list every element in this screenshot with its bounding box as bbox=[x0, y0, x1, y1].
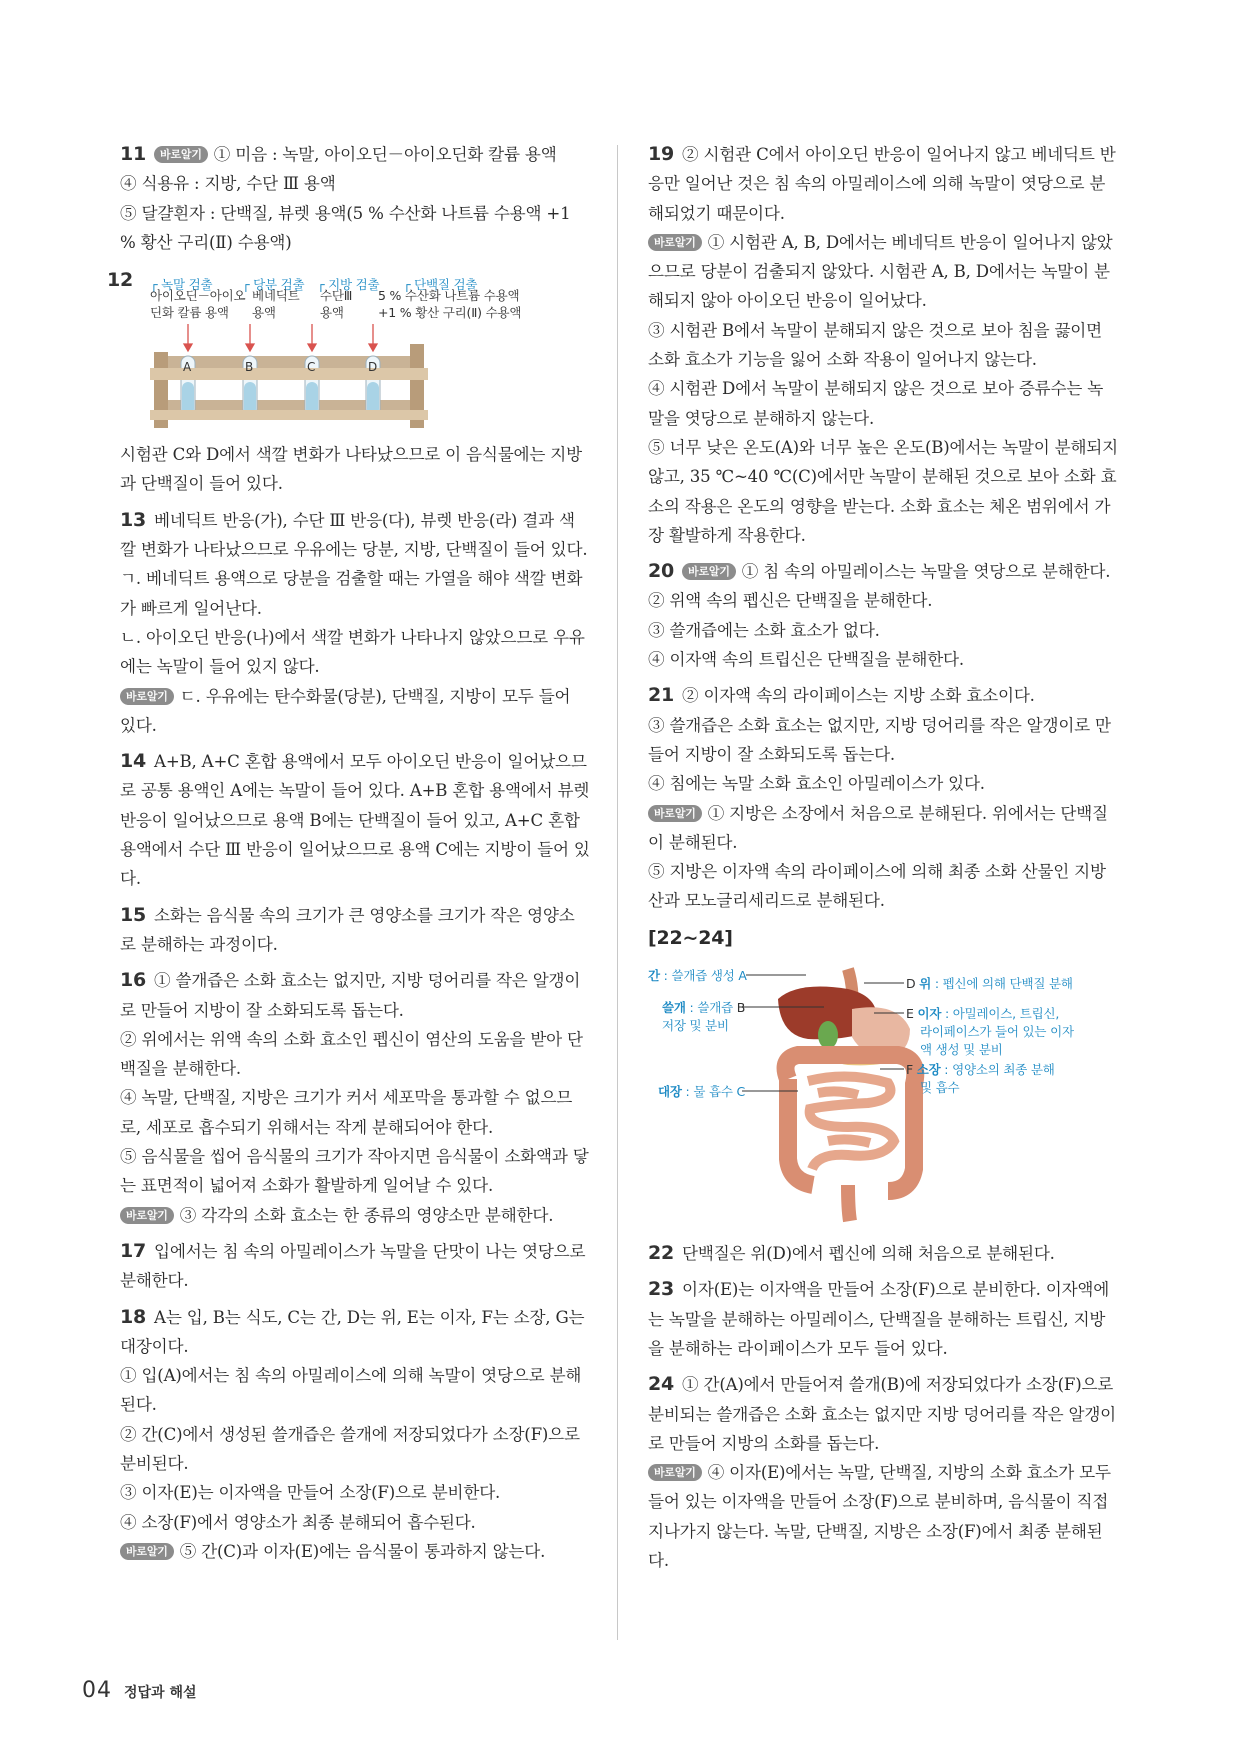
question-number: 22 bbox=[648, 1242, 675, 1265]
question-number: 18 bbox=[120, 1305, 147, 1328]
answer-text: ⑤ 음식물을 씹어 음식물의 크기가 작아지면 음식물이 소화액과 닿는 표면적이 넓어져 소화가 활발하게 일어날 수 있다. bbox=[120, 1147, 589, 1196]
label-stomach: D 위 : 펩신에 의해 단백질 분해 bbox=[906, 976, 1073, 992]
answer-text: ① 미음 : 녹말, 아이오딘－아이오딘화 칼륨 용액 bbox=[213, 145, 557, 164]
question-number: 16 bbox=[120, 969, 147, 992]
section-title: [22~24] bbox=[648, 926, 733, 949]
left-column bbox=[107, 140, 590, 1573]
answer-text: ② 위에서는 위액 속의 소화 효소인 펩신이 염산의 도움을 받아 단백질을 분해한다. bbox=[120, 1029, 583, 1079]
answer-text: ② 이자액 속의 라이페이스는 지방 소화 효소이다. bbox=[682, 686, 1035, 706]
answer-text: 시험관 C와 D에서 색깔 변화가 나타났으므로 이 음식물에는 지방과 단백질이 들어 있다. bbox=[120, 445, 582, 494]
test-tube-figure bbox=[107, 264, 590, 434]
question-number: 23 bbox=[648, 1278, 675, 1301]
answer-11 bbox=[120, 140, 590, 257]
answer-13 bbox=[120, 506, 590, 740]
right-column bbox=[648, 140, 1118, 1582]
answer-21 bbox=[648, 681, 1118, 915]
label-gallbladder-2: 저장 및 분비 bbox=[662, 1018, 729, 1034]
answer-text: ④ 소장(F)에서 영양소가 최종 분해되어 흡수된다. bbox=[120, 1512, 476, 1532]
question-number: 20 bbox=[648, 560, 675, 583]
footer-title: 정답과 해설 bbox=[124, 1685, 197, 1701]
answer-text: ③ 시험관 B에서 녹말이 분해되지 않은 것으로 보아 침을 끓이면 소화 효소가 기능을 잃어 소화 작용이 일어나지 않는다. bbox=[648, 320, 1102, 370]
reagent-label: 베네딕트 bbox=[252, 288, 300, 304]
correction-badge: 바로알기 bbox=[648, 234, 702, 251]
question-number: 11 bbox=[120, 143, 147, 165]
reagent-label: 용액 bbox=[252, 305, 276, 321]
answer-16 bbox=[120, 966, 590, 1230]
answer-text: 입에서는 침 속의 아밀레이스가 녹말을 단맛이 나는 엿당으로 분해한다. bbox=[120, 1241, 586, 1291]
answer-text: 이자(E)는 이자액을 만들어 소장(F)으로 분비한다. 이자액에는 녹말을 분해하는 아밀레이스, 단백질을 분해하는 트립신, 지방을 분해하는 라이페이스가 모두 들어 있다. bbox=[648, 1280, 1110, 1358]
label-gallbladder: 쓸개 : 쓸개즙 B bbox=[662, 1000, 746, 1016]
answer-text: ④ 녹말, 단백질, 지방은 크기가 커서 세포막을 통과할 수 없으므로, 세포로 흡수되기 위해서는 작게 분해되어야 한다. bbox=[120, 1088, 573, 1137]
answer-17 bbox=[120, 1237, 590, 1296]
answer-text: ② 시험관 C에서 아이오딘 반응이 일어나지 않고 베네딕트 반응만 일어난 것은 침 속의 아밀레이스에 의해 녹말이 엿당으로 분해되었기 때문이다. bbox=[648, 145, 1116, 223]
label-pancreas-3: 액 생성 및 분비 bbox=[920, 1042, 1003, 1058]
answer-text: ④ 시험관 D에서 녹말이 분해되지 않은 것으로 보아 증류수는 녹말을 엿당으로 분해하지 않는다. bbox=[648, 379, 1104, 428]
detection-label: ┌ 지방 검출 bbox=[317, 277, 380, 293]
answer-23 bbox=[648, 1275, 1118, 1363]
question-number: 19 bbox=[648, 143, 675, 165]
question-number: 12 bbox=[107, 269, 134, 292]
answer-text: ② 간(C)에서 생성된 쓸개즙은 쓸개에 저장되었다가 소장(F)으로 분비된다. bbox=[120, 1424, 580, 1473]
answer-text: 소화는 음식물 속의 크기가 큰 영양소를 크기가 작은 영양소로 분해하는 과정이다. bbox=[120, 905, 575, 954]
correction-badge: 바로알기 bbox=[120, 688, 174, 705]
answer-20 bbox=[648, 557, 1118, 674]
tube-label: A bbox=[183, 360, 192, 375]
answer-19 bbox=[648, 140, 1118, 550]
label-pancreas-2: 라이페이스가 들어 있는 이자 bbox=[920, 1024, 1074, 1040]
answer-text: ⑤ 달걀흰자 : 단백질, 뷰렛 용액(5 % 수산화 나트륨 수용액 +1 % 황산 구리(Ⅱ) 수용액) bbox=[120, 203, 571, 252]
answer-text: ⑤ 지방은 이자액 속의 라이페이스에 의해 최종 소화 산물인 지방산과 모노글리세리드로 분해된다. bbox=[648, 862, 1106, 911]
tube-label: C bbox=[307, 360, 316, 375]
answer-15 bbox=[120, 901, 590, 960]
reagent-label: 수단Ⅲ bbox=[320, 288, 353, 304]
answer-text: ④ 이자(E)에서는 녹말, 단백질, 지방의 소화 효소가 모두 들어 있는 이자액을 만들어 소장(F)으로 분비하며, 음식물이 직접 지나가지 않는다. 녹말, 단백질, 지방은 소장(F)에서 최종 분해된다. bbox=[648, 1463, 1111, 1570]
correction-badge: 바로알기 bbox=[154, 146, 208, 163]
answer-24 bbox=[648, 1370, 1118, 1575]
answer-22 bbox=[648, 1239, 1118, 1268]
reagent-label: 5 % 수산화 나트륨 수용액 bbox=[378, 288, 520, 304]
column-divider bbox=[617, 145, 618, 1640]
answer-14 bbox=[120, 747, 590, 893]
tube-label: B bbox=[245, 360, 254, 375]
correction-badge: 바로알기 bbox=[682, 563, 736, 580]
answer-text: ① 지방은 소장에서 처음으로 분해된다. 위에서는 단백질이 분해된다. bbox=[648, 803, 1108, 852]
question-number: 24 bbox=[648, 1373, 675, 1396]
answer-text: ㄷ. 우유에는 탄수화물(당분), 단백질, 지방이 모두 들어 있다. bbox=[120, 686, 571, 735]
answer-text: ④ 식용유 : 지방, 수단 Ⅲ 용액 bbox=[120, 174, 336, 194]
answer-text: ㄴ. 아이오딘 반응(나)에서 색깔 변화가 나타나지 않았으므로 우유에는 녹말이 들어 있지 않다. bbox=[120, 627, 585, 677]
reagent-label: 용액 bbox=[320, 305, 344, 321]
answer-text: 베네딕트 반응(가), 수단 Ⅲ 반응(다), 뷰렛 반응(라) 결과 색깔 변화가 나타났으므로 우유에는 당분, 지방, 단백질이 들어 있다. bbox=[120, 510, 588, 560]
digestive-system-figure bbox=[648, 959, 1128, 1229]
answer-text: 단백질은 위(D)에서 펩신에 의해 처음으로 분해된다. bbox=[682, 1244, 1055, 1264]
correction-badge: 바로알기 bbox=[120, 1207, 174, 1224]
reagent-label: 딘화 칼륨 용액 bbox=[150, 305, 229, 321]
answer-text: ① 쓸개즙은 소화 효소는 없지만, 지방 덩어리를 작은 알갱이로 만들어 지방이 잘 소화되도록 돕는다. bbox=[120, 971, 581, 1020]
detection-label: ┌ 단백질 검출 bbox=[403, 277, 478, 293]
reagent-label: 아이오딘－아이오 bbox=[150, 288, 246, 304]
answer-12 bbox=[107, 264, 590, 499]
tube-label: D bbox=[368, 360, 378, 375]
detection-label: ┌ 당분 검출 bbox=[242, 277, 305, 293]
test-tube-rack bbox=[120, 264, 590, 434]
answer-text: A+B, A+C 혼합 용액에서 모두 아이오딘 반응이 일어났으므로 공통 용액인 A에는 녹말이 들어 있다. A+B 혼합 용액에서 뷰렛 반응이 일어났으므로 용액 B에는 단백질이 들어 있고, A+C 혼합 용액에서 수단 Ⅲ 반응이 일어났으므로 용액 C에는 지방이 들어 있다. bbox=[120, 752, 590, 889]
answer-text: ④ 침에는 녹말 소화 효소인 아밀레이스가 있다. bbox=[648, 774, 985, 794]
question-number: 13 bbox=[120, 508, 147, 531]
answer-text: ③ 이자(E)는 이자액을 만들어 소장(F)으로 분비한다. bbox=[120, 1483, 501, 1503]
answer-18 bbox=[120, 1303, 590, 1567]
correction-badge: 바로알기 bbox=[648, 805, 702, 822]
answer-text: ① 입(A)에서는 침 속의 아밀레이스에 의해 녹말이 엿당으로 분해된다. bbox=[120, 1366, 582, 1415]
correction-badge: 바로알기 bbox=[648, 1464, 702, 1481]
question-number: 21 bbox=[648, 684, 675, 707]
label-small-intestine-2: 및 흡수 bbox=[920, 1080, 960, 1096]
answer-text: ㄱ. 베네딕트 용액으로 당분을 검출할 때는 가열을 해야 색깔 변화가 빠르게 일어난다. bbox=[120, 569, 583, 618]
answer-text: ③ 쓸개즙에는 소화 효소가 없다. bbox=[648, 620, 880, 640]
answer-text: ① 침 속의 아밀레이스는 녹말을 엿당으로 분해한다. bbox=[741, 562, 1111, 582]
answer-text: ③ 쓸개즙은 소화 효소는 없지만, 지방 덩어리를 작은 알갱이로 만들어 지방이 잘 소화되도록 돕는다. bbox=[648, 715, 1111, 764]
answer-text: ② 위액 속의 펩신은 단백질을 분해한다. bbox=[648, 591, 933, 611]
answer-text: ① 간(A)에서 만들어져 쓸개(B)에 저장되었다가 소장(F)으로 분비되는 쓸개즙은 소화 효소는 없지만 지방 덩어리를 작은 알갱이로 만들어 지방의 소화를 돕는다. bbox=[648, 1375, 1116, 1453]
answer-text: ① 시험관 A, B, D에서는 베네딕트 반응이 일어나지 않았으므로 당분이 검출되지 않았다. 시험관 A, B, D에서는 녹말이 분해되지 않아 아이오딘 반응이 일어났다. bbox=[648, 232, 1113, 311]
correction-badge: 바로알기 bbox=[120, 1543, 174, 1560]
answer-text: ④ 이자액 속의 트립신은 단백질을 분해한다. bbox=[648, 650, 964, 670]
label-large-intestine: 대장 : 물 흡수 C bbox=[658, 1084, 746, 1100]
label-small-intestine: F 소장 : 영양소의 최종 분해 bbox=[906, 1062, 1055, 1078]
label-pancreas: E 이자 : 아밀레이스, 트립신, bbox=[906, 1006, 1060, 1022]
label-liver: 간 : 쓸개즙 생성 A bbox=[648, 968, 747, 984]
reagent-label: +1 % 황산 구리(Ⅱ) 수용액 bbox=[378, 305, 522, 321]
question-number: 15 bbox=[120, 903, 147, 926]
answer-text: ③ 각각의 소화 효소는 한 종류의 영양소만 분해한다. bbox=[179, 1205, 554, 1225]
answer-text: ⑤ 간(C)과 이자(E)에는 음식물이 통과하지 않는다. bbox=[179, 1541, 546, 1561]
answer-text: ⑤ 너무 낮은 온도(A)와 너무 높은 온도(B)에서는 녹말이 분해되지 않고, 35 ℃~40 ℃(C)에서만 녹말이 분해된 것으로 보아 소화 효소의 작용은 온도의 영향을 받는다. 소화 효소는 체온 범위에서 가장 활발하게 작용한다. bbox=[648, 437, 1118, 545]
question-number: 17 bbox=[120, 1239, 147, 1262]
page-footer bbox=[82, 1678, 197, 1703]
page-number: 04 bbox=[82, 1678, 112, 1703]
question-number: 14 bbox=[120, 750, 147, 773]
answer-text: A는 입, B는 식도, C는 간, D는 위, E는 이자, F는 소장, G는 대장이다. bbox=[120, 1307, 585, 1356]
detection-label: ┌ 녹말 검출 bbox=[150, 277, 213, 293]
